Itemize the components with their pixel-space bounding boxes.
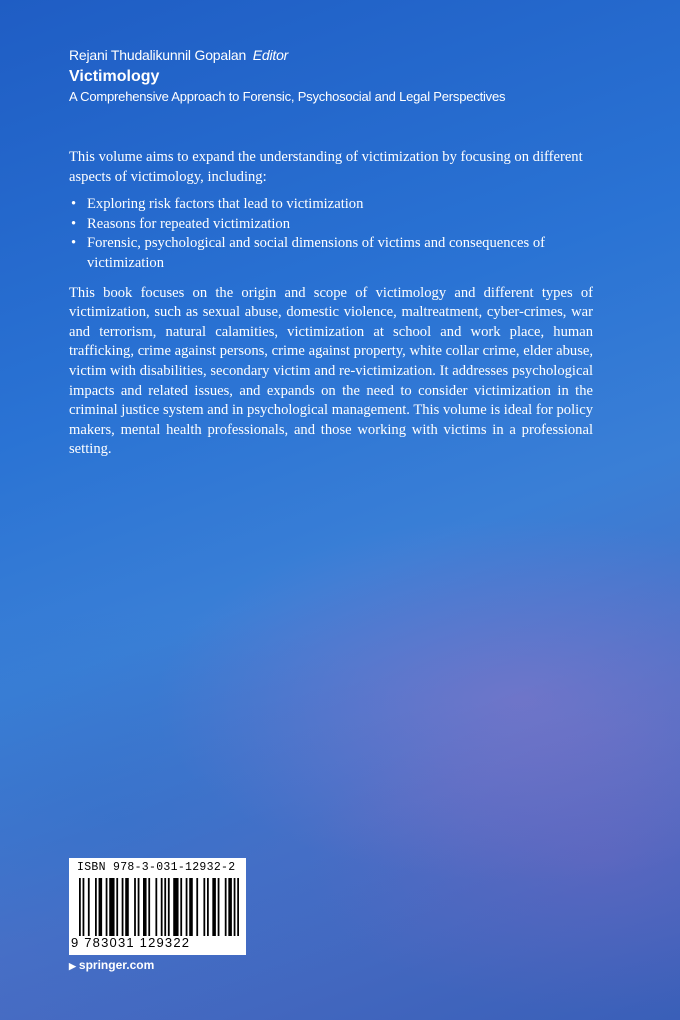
isbn-barcode (69, 858, 246, 955)
triangle-right-icon: ▶ (69, 961, 76, 971)
bullet-list (69, 195, 593, 273)
book-title: Victimology (69, 68, 160, 85)
description-paragraph: This book focuses on the origin and scope of victimology and different types of victimization, such as sexual abuse, domestic violence, maltreatment, cyber-crimes, war and terrorism, natural calamities, victimization at school and work place, human trafficking, crime against persons, crime against property, white collar crime, elder abuse, victim with disabilities, secondary victim and re-victimization. It addresses psychological impacts and related issues, and expands on the need to consider victimization in the criminal justice system and in psychological management. This volume is ideal for policy makers, mental health professionals, and those working with victims in a professional setting. (69, 284, 593, 458)
isbn-label: ISBN 978-3-031-12932-2 (77, 861, 236, 874)
publisher-link[interactable] (69, 958, 154, 972)
back-cover-text (69, 148, 593, 460)
intro-paragraph: This volume aims to expand the understanding of victimization by focusing on different aspects of victimology, including: (69, 149, 583, 185)
editor-role: Editor (252, 47, 289, 63)
editor-line (69, 46, 629, 64)
bullet-item: • Exploring risk factors that lead to victimization (69, 195, 593, 215)
editor-name: Rejani Thudalikunnil Gopalan (69, 47, 247, 63)
barcode-bars (79, 878, 239, 936)
header (69, 46, 629, 106)
bullet-item: • Forensic, psychological and social dimensions of victims and consequences of victimization (69, 234, 593, 273)
bullet-item: • Reasons for repeated victimization (69, 215, 593, 235)
barcode-digits: 9 783031 129322 (71, 935, 191, 950)
book-subtitle: A Comprehensive Approach to Forensic, Psychosocial and Legal Perspectives (69, 89, 506, 104)
publisher-url: springer.com (78, 958, 155, 972)
